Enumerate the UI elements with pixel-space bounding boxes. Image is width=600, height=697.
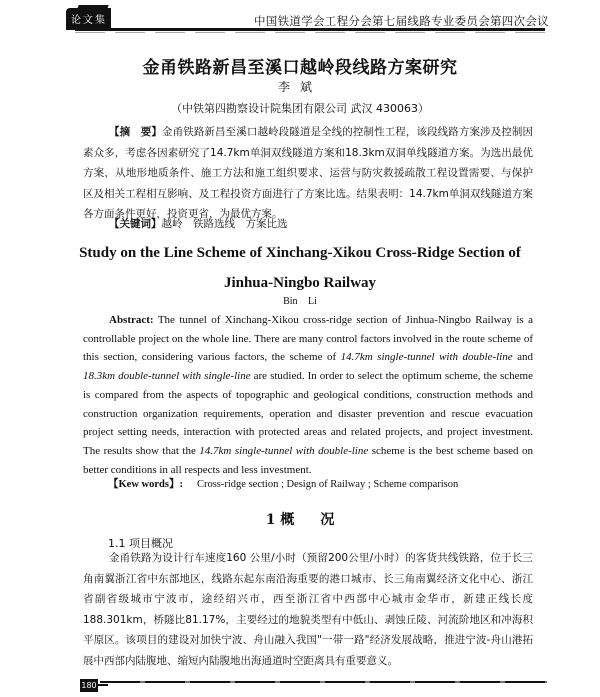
english-title [0, 241, 600, 295]
chinese-abstract-label: 【摘 要】 [109, 126, 163, 138]
section-number: 1 [265, 512, 276, 528]
page-number: 180 [81, 681, 97, 690]
footer-rule [100, 681, 547, 683]
header-rule [75, 28, 545, 31]
section-title-part-a: 概 [280, 512, 295, 528]
conference-title: 中国铁道学会工程分会第七届线路专业委员会第四次会议 [254, 14, 549, 28]
chinese-keywords-label: 【关键词】 [109, 218, 162, 230]
english-abstract-text-4: scheme is the best scheme based on better conditions in all respects and less investment. [83, 444, 533, 476]
subsection-heading: 1.1 项目概况 [108, 537, 173, 550]
chinese-keywords-text: 越岭 铁路选线 方案比选 [161, 218, 288, 230]
english-keywords [108, 476, 458, 491]
english-abstract-scheme-2: 18.3km double-tunnel with single-line [83, 370, 251, 383]
chinese-keywords [83, 214, 533, 235]
english-abstract-scheme-1: 14.7km single-tunnel with double-line [340, 351, 513, 364]
page-number-tick [98, 684, 108, 686]
chinese-affiliation: （中铁第四勘察设计院集团有限公司 武汉 430063） [171, 102, 429, 115]
english-abstract-text-2: and [512, 351, 533, 364]
english-abstract-scheme-3: 14.7km single-tunnel with double-line [199, 444, 369, 457]
section-title-part-b: 况 [320, 512, 335, 528]
english-keywords-text: Cross-ridge section ; Design of Railway ; Scheme comparison [196, 479, 459, 490]
chinese-author: 李斌 [277, 80, 322, 94]
chinese-abstract-text: 金甬铁路新昌至溪口越岭段隧道是全线的控制性工程，该段线路方案涉及控制因素众多，考虑各因素研究了14.7km单洞双线隧道方案和18.3km双洞单线隧道方案。为选出最优方案，从地形地质条件、施工方法和施工组织要求、运营与防灾救援疏散工程设置需要、与保护区及相关工程相互影响、及工程投资方面进行了方案比选。结果表明：14.7km单洞双线隧道方案各方面条件更好，投资更省，为最优方案。 [83, 126, 534, 220]
english-title-line2: Jinhua-Ningbo Railway [223, 275, 377, 291]
english-abstract-label: Abstract: [109, 314, 154, 326]
section-body: 金甬铁路为设计行车速度160 公里/小时（预留200公里/小时）的客货共线铁路，位于长三角南翼浙江省中东部地区，线路东起东南沿海重要的港口城市、长三角南翼经济文化中心、浙江省副省级城市宁波市，途经绍兴市，西至浙江省中西部中心城市金华市，新建正线长度188.301km，桥隧比81.17%，主要经过的地貌类型有中低山、剥蚀丘陵、河流阶地区和冲海积平原区。该项目的建设对加快宁波、舟山融入我国"一带一路"经济发展战略，推进宁波-舟山港拓展中西部内陆腹地、缩短内陆腹地出海通道时空距离具有重要意义。 [83, 552, 533, 667]
english-title-line1: Study on the Line Scheme of Xinchang-Xikou Cross-Ridge Section of [79, 245, 521, 261]
header-rule-shadow [75, 32, 545, 33]
english-abstract-text-3: are studied. In order to select the optimum scheme, the scheme is compared from the aspects of topographic and geological conditions, construction methods and construction organization requirements, operation and disaster prevention and rescue evacuation project setting needs, interaction with protected areas and related projects, and project investment. The results show that the [83, 370, 533, 457]
english-abstract-text-1: The tunnel of Xinchang-Xikou cross-ridge section of Jinhua-Ningbo Railway is a controllable project on the whole line. There are many control factors involved in the route scheme of this section, considering various factors, the scheme of [83, 314, 533, 364]
chinese-abstract [83, 122, 533, 225]
section-heading [0, 509, 600, 529]
english-author: Bin Li [283, 296, 317, 307]
english-abstract [83, 311, 533, 479]
header-tab-label: 论文集 [71, 15, 107, 26]
english-keywords-label: 【Kew words】: [108, 479, 183, 490]
chinese-title: 金甬铁路新昌至溪口越岭段线路方案研究 [142, 58, 458, 78]
